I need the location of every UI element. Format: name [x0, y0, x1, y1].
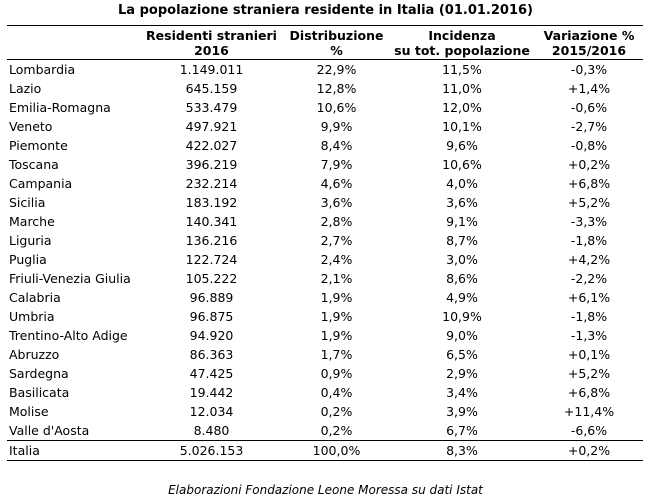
cell-incidence: 11,0% [442, 81, 482, 96]
cell-incidence: 10,1% [442, 119, 482, 134]
header-distribution-line1: Distribuzione [289, 28, 384, 43]
table-row [7, 345, 643, 364]
cell-region: Trentino-Alto Adige [9, 328, 128, 343]
cell-incidence: 12,0% [442, 100, 482, 115]
table-row [7, 364, 643, 383]
header-incidence [389, 26, 535, 60]
cell-distribution: 0,2% [320, 423, 353, 438]
cell-variation: -6,6% [570, 423, 608, 438]
cell-variation: +5,2% [567, 195, 611, 210]
cell-incidence: 3,6% [446, 195, 478, 210]
header-variation-line2: 2015/2016 [551, 43, 627, 58]
table-row [7, 288, 643, 307]
total-region: Italia [7, 441, 139, 461]
cell-region: Lombardia [9, 62, 76, 77]
source-note: Elaborazioni Fondazione Leone Moressa su dati Istat [168, 483, 483, 497]
header-incidence-line2: su tot. popolazione [394, 43, 530, 58]
cell-residents: 8.480 [193, 423, 230, 438]
table-row [7, 79, 643, 98]
cell-distribution: 2,7% [320, 233, 353, 248]
cell-region: Piemonte [9, 138, 68, 153]
table-row [7, 155, 643, 174]
cell-variation: +0,2% [567, 157, 611, 172]
total-row [7, 441, 643, 461]
header-row [7, 26, 643, 60]
cell-region: Sicilia [9, 195, 46, 210]
cell-region: Lazio [9, 81, 42, 96]
cell-distribution: 2,4% [320, 252, 353, 267]
cell-variation: -0,6% [570, 100, 608, 115]
cell-residents: 96.889 [189, 290, 234, 305]
cell-distribution: 2,1% [320, 271, 353, 286]
header-variation [535, 26, 643, 60]
cell-region: Sardegna [9, 366, 69, 381]
cell-incidence: 6,7% [446, 423, 478, 438]
cell-incidence: 4,0% [446, 176, 478, 191]
cell-distribution: 8,4% [320, 138, 353, 153]
cell-distribution: 1,9% [320, 309, 353, 324]
cell-incidence: 10,6% [442, 157, 482, 172]
cell-distribution: 2,8% [320, 214, 353, 229]
table-row [7, 326, 643, 345]
cell-residents: 94.920 [189, 328, 234, 343]
population-table [7, 25, 643, 461]
cell-region: Campania [9, 176, 73, 191]
cell-distribution: 1,9% [320, 328, 353, 343]
cell-distribution: 3,6% [320, 195, 353, 210]
header-residents [139, 26, 284, 60]
cell-distribution: 0,4% [320, 385, 353, 400]
cell-distribution: 1,7% [320, 347, 353, 362]
cell-variation: -1,8% [570, 233, 608, 248]
table-row [7, 402, 643, 421]
cell-variation: -2,7% [570, 119, 608, 134]
cell-region: Friuli-Venezia Giulia [9, 271, 131, 286]
cell-distribution: 7,9% [320, 157, 353, 172]
cell-residents: 140.341 [185, 214, 238, 229]
table-body [7, 60, 643, 461]
cell-region: Emilia-Romagna [9, 100, 111, 115]
cell-region: Molise [9, 404, 49, 419]
cell-distribution: 22,9% [316, 62, 357, 77]
cell-variation: -1,8% [570, 309, 608, 324]
table-row [7, 383, 643, 402]
cell-region: Puglia [9, 252, 47, 267]
cell-region: Valle d'Aosta [9, 423, 90, 438]
cell-incidence: 9,1% [446, 214, 478, 229]
header-residents-line1: Residenti stranieri [146, 28, 277, 43]
cell-residents: 136.216 [185, 233, 238, 248]
cell-region: Basilicata [9, 385, 70, 400]
table-row [7, 212, 643, 231]
cell-distribution: 9,9% [320, 119, 353, 134]
cell-incidence: 3,0% [446, 252, 478, 267]
cell-variation: +0,1% [567, 347, 611, 362]
cell-distribution: 4,6% [320, 176, 353, 191]
cell-incidence: 4,9% [446, 290, 478, 305]
cell-incidence: 2,9% [446, 366, 478, 381]
cell-region: Abruzzo [9, 347, 60, 362]
cell-region: Liguria [9, 233, 52, 248]
table-row [7, 250, 643, 269]
cell-incidence: 8,7% [446, 233, 478, 248]
cell-incidence: 3,9% [446, 404, 478, 419]
total-distribution: 100,0% [284, 441, 389, 461]
cell-variation: +1,4% [567, 81, 611, 96]
cell-incidence: 9,6% [446, 138, 478, 153]
cell-incidence: 10,9% [442, 309, 482, 324]
cell-distribution: 10,6% [316, 100, 357, 115]
cell-variation: +5,2% [567, 366, 611, 381]
cell-residents: 12.034 [189, 404, 234, 419]
table-row [7, 421, 643, 441]
cell-variation: -1,3% [570, 328, 608, 343]
header-incidence-line1: Incidenza [428, 28, 496, 43]
table-row [7, 98, 643, 117]
cell-residents: 1.149.011 [179, 62, 244, 77]
cell-variation: +6,8% [567, 176, 611, 191]
total-incidence: 8,3% [389, 441, 535, 461]
cell-variation: -3,3% [570, 214, 608, 229]
cell-residents: 645.159 [185, 81, 238, 96]
cell-variation: -0,3% [570, 62, 608, 77]
cell-residents: 19.442 [189, 385, 234, 400]
cell-residents: 232.214 [185, 176, 238, 191]
header-residents-line2: 2016 [194, 43, 229, 58]
cell-variation: -2,2% [570, 271, 608, 286]
total-variation: +0,2% [535, 441, 643, 461]
cell-distribution: 1,9% [320, 290, 353, 305]
cell-residents: 183.192 [185, 195, 238, 210]
cell-residents: 96.875 [189, 309, 234, 324]
table-row [7, 117, 643, 136]
table-row [7, 60, 643, 80]
header-variation-line1: Variazione % [543, 28, 635, 43]
cell-residents: 47.425 [189, 366, 234, 381]
cell-variation: +6,8% [567, 385, 611, 400]
cell-incidence: 8,6% [446, 271, 478, 286]
cell-residents: 497.921 [185, 119, 238, 134]
table-row [7, 231, 643, 250]
table-row [7, 136, 643, 155]
cell-variation: +11,4% [563, 404, 615, 419]
cell-incidence: 9,0% [446, 328, 478, 343]
cell-residents: 122.724 [185, 252, 238, 267]
cell-incidence: 3,4% [446, 385, 478, 400]
cell-region: Calabria [9, 290, 61, 305]
table-row [7, 269, 643, 288]
cell-region: Toscana [9, 157, 59, 172]
table-row [7, 174, 643, 193]
cell-residents: 396.219 [185, 157, 238, 172]
cell-region: Veneto [9, 119, 53, 134]
cell-distribution: 0,2% [320, 404, 353, 419]
cell-region: Umbria [9, 309, 55, 324]
cell-residents: 105.222 [185, 271, 238, 286]
cell-residents: 533.479 [185, 100, 238, 115]
table-row [7, 193, 643, 212]
total-residents: 5.026.153 [139, 441, 284, 461]
table-row [7, 307, 643, 326]
cell-variation: +4,2% [567, 252, 611, 267]
cell-variation: -0,8% [570, 138, 608, 153]
table-title: La popolazione straniera residente in Italia (01.01.2016) [118, 3, 533, 18]
header-distribution-line2: % [330, 43, 343, 58]
cell-region: Marche [9, 214, 55, 229]
cell-distribution: 12,8% [316, 81, 357, 96]
header-distribution [284, 26, 389, 60]
cell-distribution: 0,9% [320, 366, 353, 381]
cell-incidence: 6,5% [446, 347, 478, 362]
cell-variation: +6,1% [567, 290, 611, 305]
cell-residents: 86.363 [189, 347, 234, 362]
header-region [7, 26, 139, 60]
cell-incidence: 11,5% [442, 62, 482, 77]
cell-residents: 422.027 [185, 138, 238, 153]
